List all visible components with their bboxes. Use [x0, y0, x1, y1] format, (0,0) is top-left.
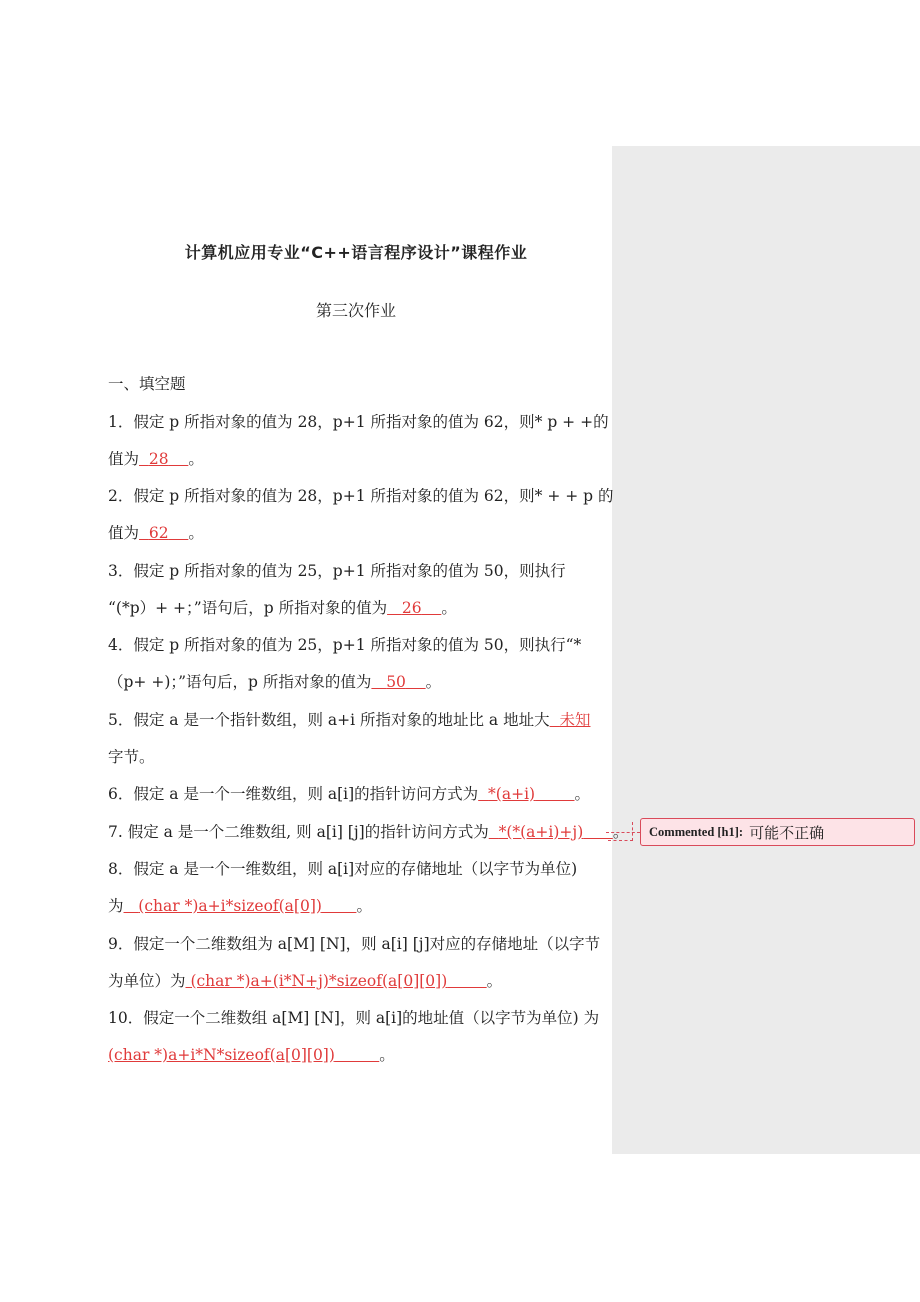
question-5-line-2: 字节。	[108, 748, 155, 766]
answer-3[interactable]: 26	[401, 599, 422, 617]
answer-10[interactable]: (char *)a+i*N*sizeof(a[0][0])	[108, 1046, 335, 1064]
question-3-line-1: 3．假定 p 所指对象的值为 25，p+1 所指对象的值为 50，则执行	[108, 562, 566, 580]
question-3-line-2: “(*p）+ +；”语句后，p 所指对象的值为 26 。	[108, 599, 457, 617]
question-9-line-1: 9．假定一个二维数组为 a[M] [N]，则 a[i] [j]对应的存储地址（以字节	[108, 935, 601, 953]
question-8-line-1: 8．假定 a 是一个一维数组，则 a[i]对应的存储地址（以字节为单位)	[108, 860, 578, 878]
answer-6[interactable]: *(a+i)	[488, 785, 536, 803]
question-10-line-1: 10．假定一个二维数组 a[M] [N]，则 a[i]的地址值（以字节为单位) 为	[108, 1009, 600, 1027]
question-1-line-1: 1．假定 p 所指对象的值为 28，p+1 所指对象的值为 62，则* p + +的	[108, 413, 609, 431]
answer-8[interactable]: (char *)a+i*sizeof(a[0])	[138, 897, 322, 915]
question-7: 7. 假定 a 是一个二维数组, 则 a[i] [j]的指针访问方式为 *(*(a+i)+j) 。	[108, 823, 629, 841]
comment-connector-line	[606, 832, 640, 833]
question-1-line-2: 值为 28 。	[108, 450, 204, 468]
question-2-line-1: 2．假定 p 所指对象的值为 28，p+1 所指对象的值为 62，则* + + p 的	[108, 487, 614, 505]
section-heading: 一、填空题	[108, 375, 186, 393]
question-8-line-2: 为 (char *)a+i*sizeof(a[0]) 。	[108, 897, 372, 915]
answer-5[interactable]: 未知	[559, 711, 591, 729]
question-2-line-2: 值为 62 。	[108, 524, 204, 542]
page-title: 计算机应用专业“C++语言程序设计”课程作业	[184, 243, 528, 262]
answer-1[interactable]: 28	[148, 450, 169, 468]
comment-author: Commented [h1]:	[649, 824, 744, 839]
comment-text: 可能不正确	[749, 823, 825, 842]
question-4-line-1: 4．假定 p 所指对象的值为 25，p+1 所指对象的值为 50，则执行“*	[108, 636, 582, 654]
question-6: 6．假定 a 是一个一维数组，则 a[i]的指针访问方式为 *(a+i) 。	[108, 785, 591, 803]
answer-9[interactable]: (char *)a+(i*N+j)*sizeof(a[0][0])	[190, 972, 448, 990]
comment-balloon[interactable]	[640, 818, 915, 846]
page-subtitle: 第三次作业	[315, 301, 396, 320]
answer-2[interactable]: 62	[148, 524, 169, 542]
question-9-line-2: 为单位）为 (char *)a+(i*N+j)*sizeof(a[0][0]) 。	[108, 972, 503, 990]
answer-4[interactable]: 50	[386, 673, 406, 691]
answer-7[interactable]: *(*(a+i)+j)	[498, 823, 584, 841]
question-4-line-2: （p+ +)；”语句后，p 所指对象的值为 50 。	[108, 673, 442, 691]
question-5-line-1: 5．假定 a 是一个指针数组，则 a+i 所指对象的地址比 a 地址大 未知	[108, 711, 591, 729]
question-10-line-2: (char *)a+i*N*sizeof(a[0][0]) 。	[108, 1046, 395, 1064]
